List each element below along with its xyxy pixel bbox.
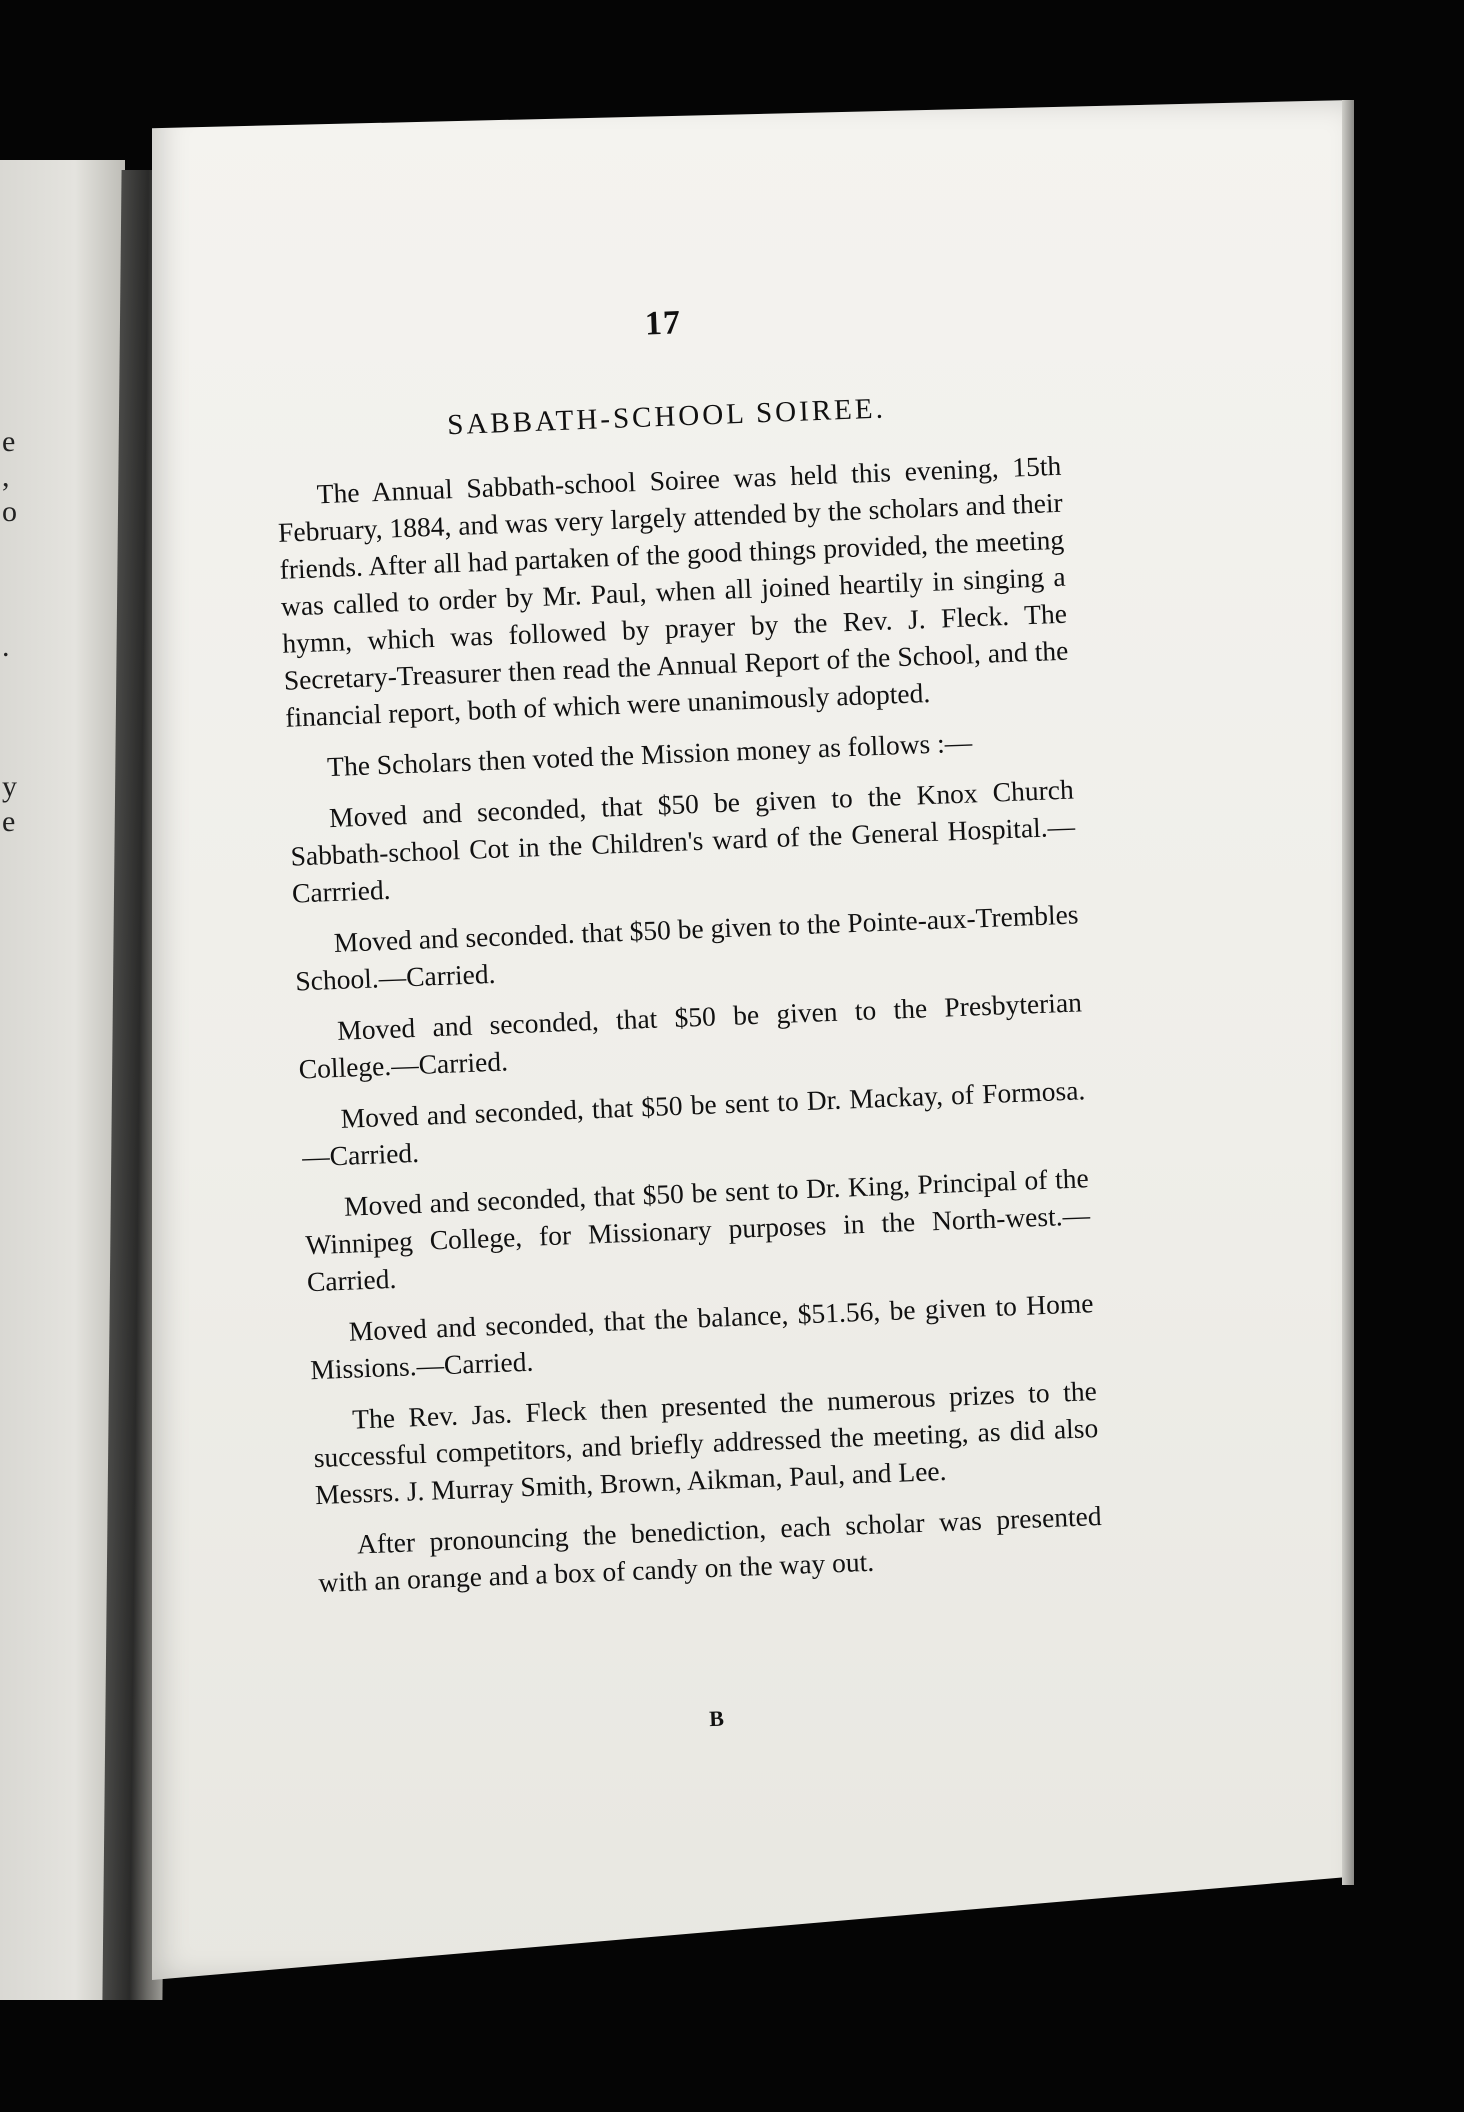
paragraph: The Scholars then voted the Mission money as follows :— (326, 726, 973, 783)
paragraph: Moved and seconded, that $50 be sent to Dr. Mackay, of Formosa.—Carried. (301, 1074, 1086, 1173)
page-edge (1342, 100, 1354, 1885)
paragraph: Moved and seconded. that $50 be given to the Pointe-aux-Trembles School.—Carried. (294, 898, 1079, 997)
left-page-fragment: o (2, 495, 17, 528)
signature-mark: B (708, 1705, 725, 1732)
section-title: SABBATH-SCHOOL SOIREE. (446, 392, 887, 442)
paragraph: Moved and seconded, that the balance, $51.56, be given to Home Missions.—Carried. (309, 1287, 1094, 1386)
paragraph: The Annual Sabbath-school Soiree was held this evening, 15th February, 1884, and was very largely attended by the scholars and their friends. After all had partaken of the good things provided, the meeting was called to order by Mr. Paul, when all joined heartily in singing a hymn, which was followed by prayer by the Rev. J. Fleck. The Secretary-Treasurer then read the Annual Report of the School, and the financial report, both of which were unanimously adopted. (277, 449, 1069, 733)
page-content (270, 290, 1109, 1747)
paragraph: After pronouncing the benediction, each scholar was presented with an orange and a box of candy on the way out. (317, 1499, 1103, 1599)
paragraph: Moved and seconded, that $50 be given to the Presbyterian College.—Carried. (298, 986, 1083, 1085)
paragraph: The Rev. Jas. Fleck then presented the numerous prizes to the successful competitors, and briefly addressed the meeting, as did also Messrs. J. Murray Smith, Brown, Aikman, Paul, and Lee. (313, 1375, 1099, 1511)
left-page-fragment: e (2, 425, 16, 458)
paragraph: Moved and seconded, that $50 be sent to Dr. King, Principal of the Winnipeg College, for Missionary purposes in the North-west.—Carried. (304, 1162, 1091, 1298)
left-page-fragment: y (2, 770, 17, 803)
left-page-fragment: , (2, 460, 10, 493)
left-page-fragment: e (2, 805, 16, 838)
page-number: 17 (644, 304, 682, 343)
left-page-fragment: . (2, 630, 10, 663)
paragraph: Moved and seconded, that $50 be given to the Knox Church Sabbath-school Cot in the Children's ward of the General Hospital.—Carrried. (290, 773, 1076, 909)
